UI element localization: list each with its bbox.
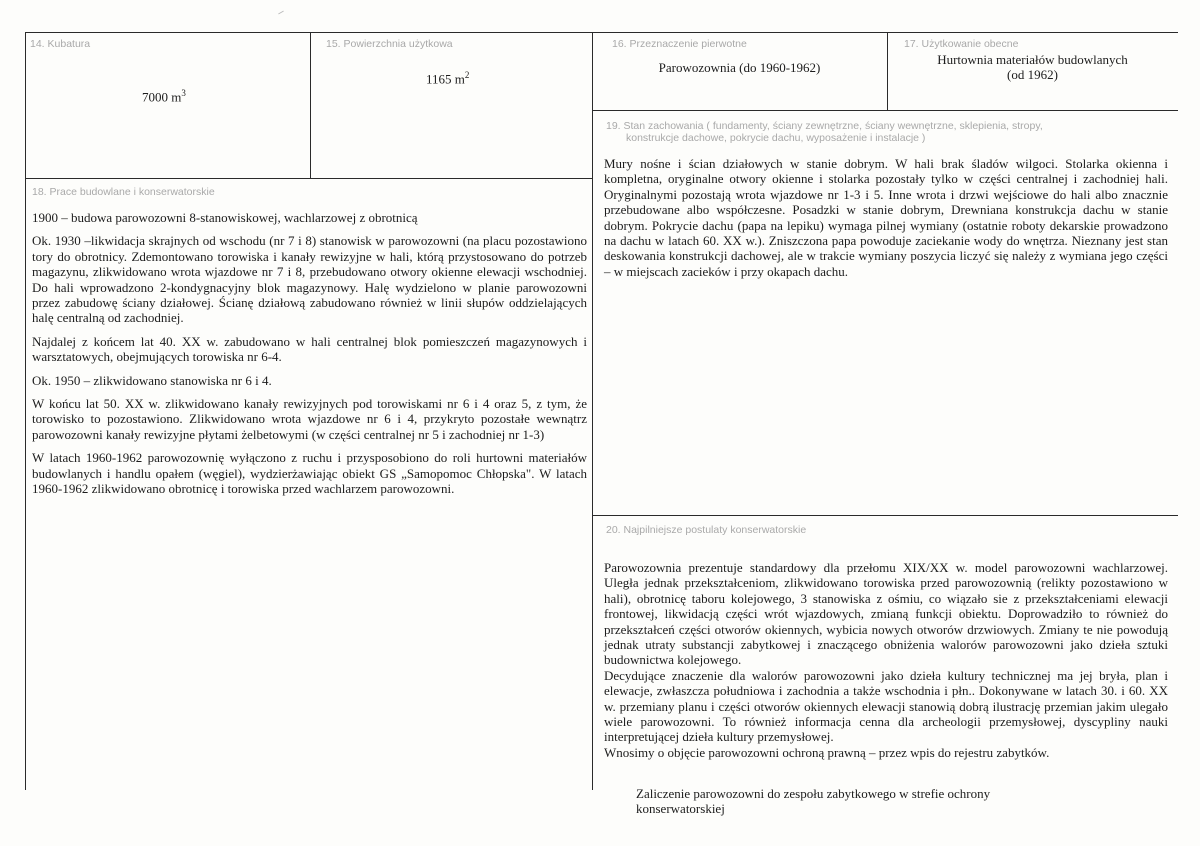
prace-paragraph: 1900 – budowa parowozowni 8-stanowiskowej, wachlarzowej z obrotnicą: [32, 210, 418, 225]
postulaty-paragraph: Parowozownia prezentuje standardowy dla przełomu XIX/XX w. model parowozowni wachlarzowej. Uległa jednak przekształceniom, zlikwidowano torowiska przed parowozownią (relikty pozostawiono w hali), obrotnicę taboru kolejowego, 3 stanowiska z ośmiu, co wiązało sie z przekształceniami elewacji frontowej, likwidacją części wrót wjazdowych, zmianą funkcji obiektu. Doprowadziło to również do przekształceń części otworów okiennych, wybicia nowych otworów drzwiowych. Zmiany te nie powodują jednak utraty substancji zabytkowej i znaczącego obniżenia walorów parowozowni jako dzieła sztuki budownictwa kolejowego.: [604, 560, 1168, 668]
prace-paragraph: Ok. 1950 – zlikwidowano stanowiska nr 6 i 4.: [32, 372, 272, 388]
postulaty-paragraph: Wnosimy o objęcie parowozowni ochroną prawną – przez wpis do rejestru zabytków.: [604, 744, 1050, 760]
postulaty-paragraph: Decydujące znaczenie dla walorów parowozowni jako dzieła kultury technicznej ma jej bryła, plan i elewacje, zwłaszcza południowa i zachodnia a także wschodnia i płn.. Dokonywane w latach 30. i 60. XX w. przemiany planu i części otworów okiennych elewacji stanowią dobrą ilustrację przemian jakim ulegało wiele parowozowni. To również informacja cenna dla archeologii przemysłowej, dyscypliny nauki interpretującej dzieła kultury przemysłowej.: [604, 667, 1168, 745]
uzytkowanie-value-line1: Hurtownia materiałów budowlanych: [937, 52, 1128, 67]
prace-paragraph: W latach 1960-1962 parowozownię wyłączono z ruchu i przysposobiono do roli hurtowni materiałów budowlanych i handlu opałem (węgiel), wydzierżawiając obiekt GS „Samopomoc Chłopska". W latach 1960-1962 zlikwidowano obrotnicę i torowiska przed wachlarzem parowozowni.: [32, 450, 587, 497]
uzytkowanie-label: 17. Użytkowanie obecne: [904, 38, 1019, 50]
prace-paragraph: Najdalej z końcem lat 40. XX w. zabudowano w hali centralnej blok pomieszczeń magazynowych i warsztatowych, obejmujących torowiska nr 6-4.: [32, 333, 587, 365]
prace-paragraph: Ok. 1930 –likwidacja skrajnych od wschodu (nr 7 i 8) stanowisk w parowozowni (na placu pozostawiono tory do obrotnicy. Zdemontowano torowiska i kanały rewizyjne w hali, którą przystosowano do potrzeb magazynu, zlikwidowano wrota wjazdowe nr 7 i 8, przebudowano otwory okienne elewacji wschodniej. Do hali wprowadzono 2-kondygnacyjny blok magazynowy. Halę wydzielono w planie parowozowni przez zabudowę ściany działowej. Ścianę działową zabudowano również w linii słupów oddzielających halę centralną od zachodniej.: [32, 233, 587, 326]
prace-paragraph: W końcu lat 50. XX w. zlikwidowano kanały rewizyjnych pod torowiskami nr 6 i 4 oraz 5, z tym, że torowisko to pozostawiono. Zlikwidowano wrota wjazdowe nr 6 i 4, przykryto pozostałe wewnątrz parowozowni kanały rewizyjne płytami żelbetowymi (w części centralnej nr 5 i zachodniej nr 1-3): [32, 396, 587, 442]
przeznaczenie-value: Parowozownia (do 1960-1962): [658, 60, 821, 75]
table-top-border: [25, 32, 1178, 33]
postulaty-label: 20. Najpilniejsze postulaty konserwatorskie: [606, 524, 807, 536]
divider-row-17-19: [592, 110, 1178, 111]
kubatura-value: 7000 $m^3$: [142, 88, 186, 105]
kubatura-label: 14. Kubatura: [30, 38, 91, 50]
przeznaczenie-label: 16. Przeznaczenie pierwotne: [612, 38, 747, 50]
center-divider: [592, 32, 593, 790]
table-left-border: [25, 32, 26, 790]
stan-zachowania-text: Mury nośne i ścian działowych w stanie dobrym. W hali brak śladów wilgoci. Stolarka okienna i kompletna, oryginalne otwory okienne i stolarka pozostały tylko w części centralnej i zachodniej hali. Oryginalnymi pozostają wrota wjazdowe nr 1-3 i 5. Inne wrota i drzwi wejściowe do hali albo znacznie przebudowane albo współczesne. Posadzki w stanie dobrym, Drewniana konstrukcja dachu w stanie dobrym. Pokrycie dachu (papa na lepiku) wymaga pilnej wymiany (ostatnie roboty dekarskie prowadzono na dachu w latach 60. XX w.). Zniszczona papa powoduje zaciekanie wody do wnętrza. Nieznany jest stan deskowania konstrukcji dachowej, ale w trakcie wymiany poszycia liczyć się należy z wymiana jego części – w miejscach zacieków i przy okapach dachu.: [604, 156, 1168, 279]
divider-row-19-20: [592, 515, 1178, 516]
prace-label: 18. Prace budowlane i konserwatorskie: [32, 186, 215, 198]
postulaty-text: [604, 560, 1168, 760]
powierzchnia-value: 1165 $m^2$: [426, 70, 470, 87]
stan-zachowania-label-line1: 19. Stan zachowania ( fundamenty, ściany zewnętrzne, ściany wewnętrzne, sklepienia, stropy,: [606, 120, 1043, 132]
stan-zachowania-label: [606, 120, 1043, 144]
scan-mark: [278, 11, 284, 15]
postulaty-cut-line: Zaliczenie parowozowni do zespołu zabytkowego w strefie ochrony konserwatorskiej: [636, 786, 991, 816]
uzytkowanie-value: [887, 52, 1178, 82]
prace-text: [32, 210, 587, 505]
divider-14-15: [310, 32, 311, 178]
powierzchnia-label: 15. Powierzchnia użytkowa: [326, 38, 453, 50]
uzytkowanie-value-line2: (od 1962): [1007, 67, 1058, 82]
stan-zachowania-label-line2: konstrukcje dachowe, pokrycie dachu, wyposażenie i instalacje ): [626, 132, 926, 144]
divider-row-15-18: [25, 178, 592, 179]
